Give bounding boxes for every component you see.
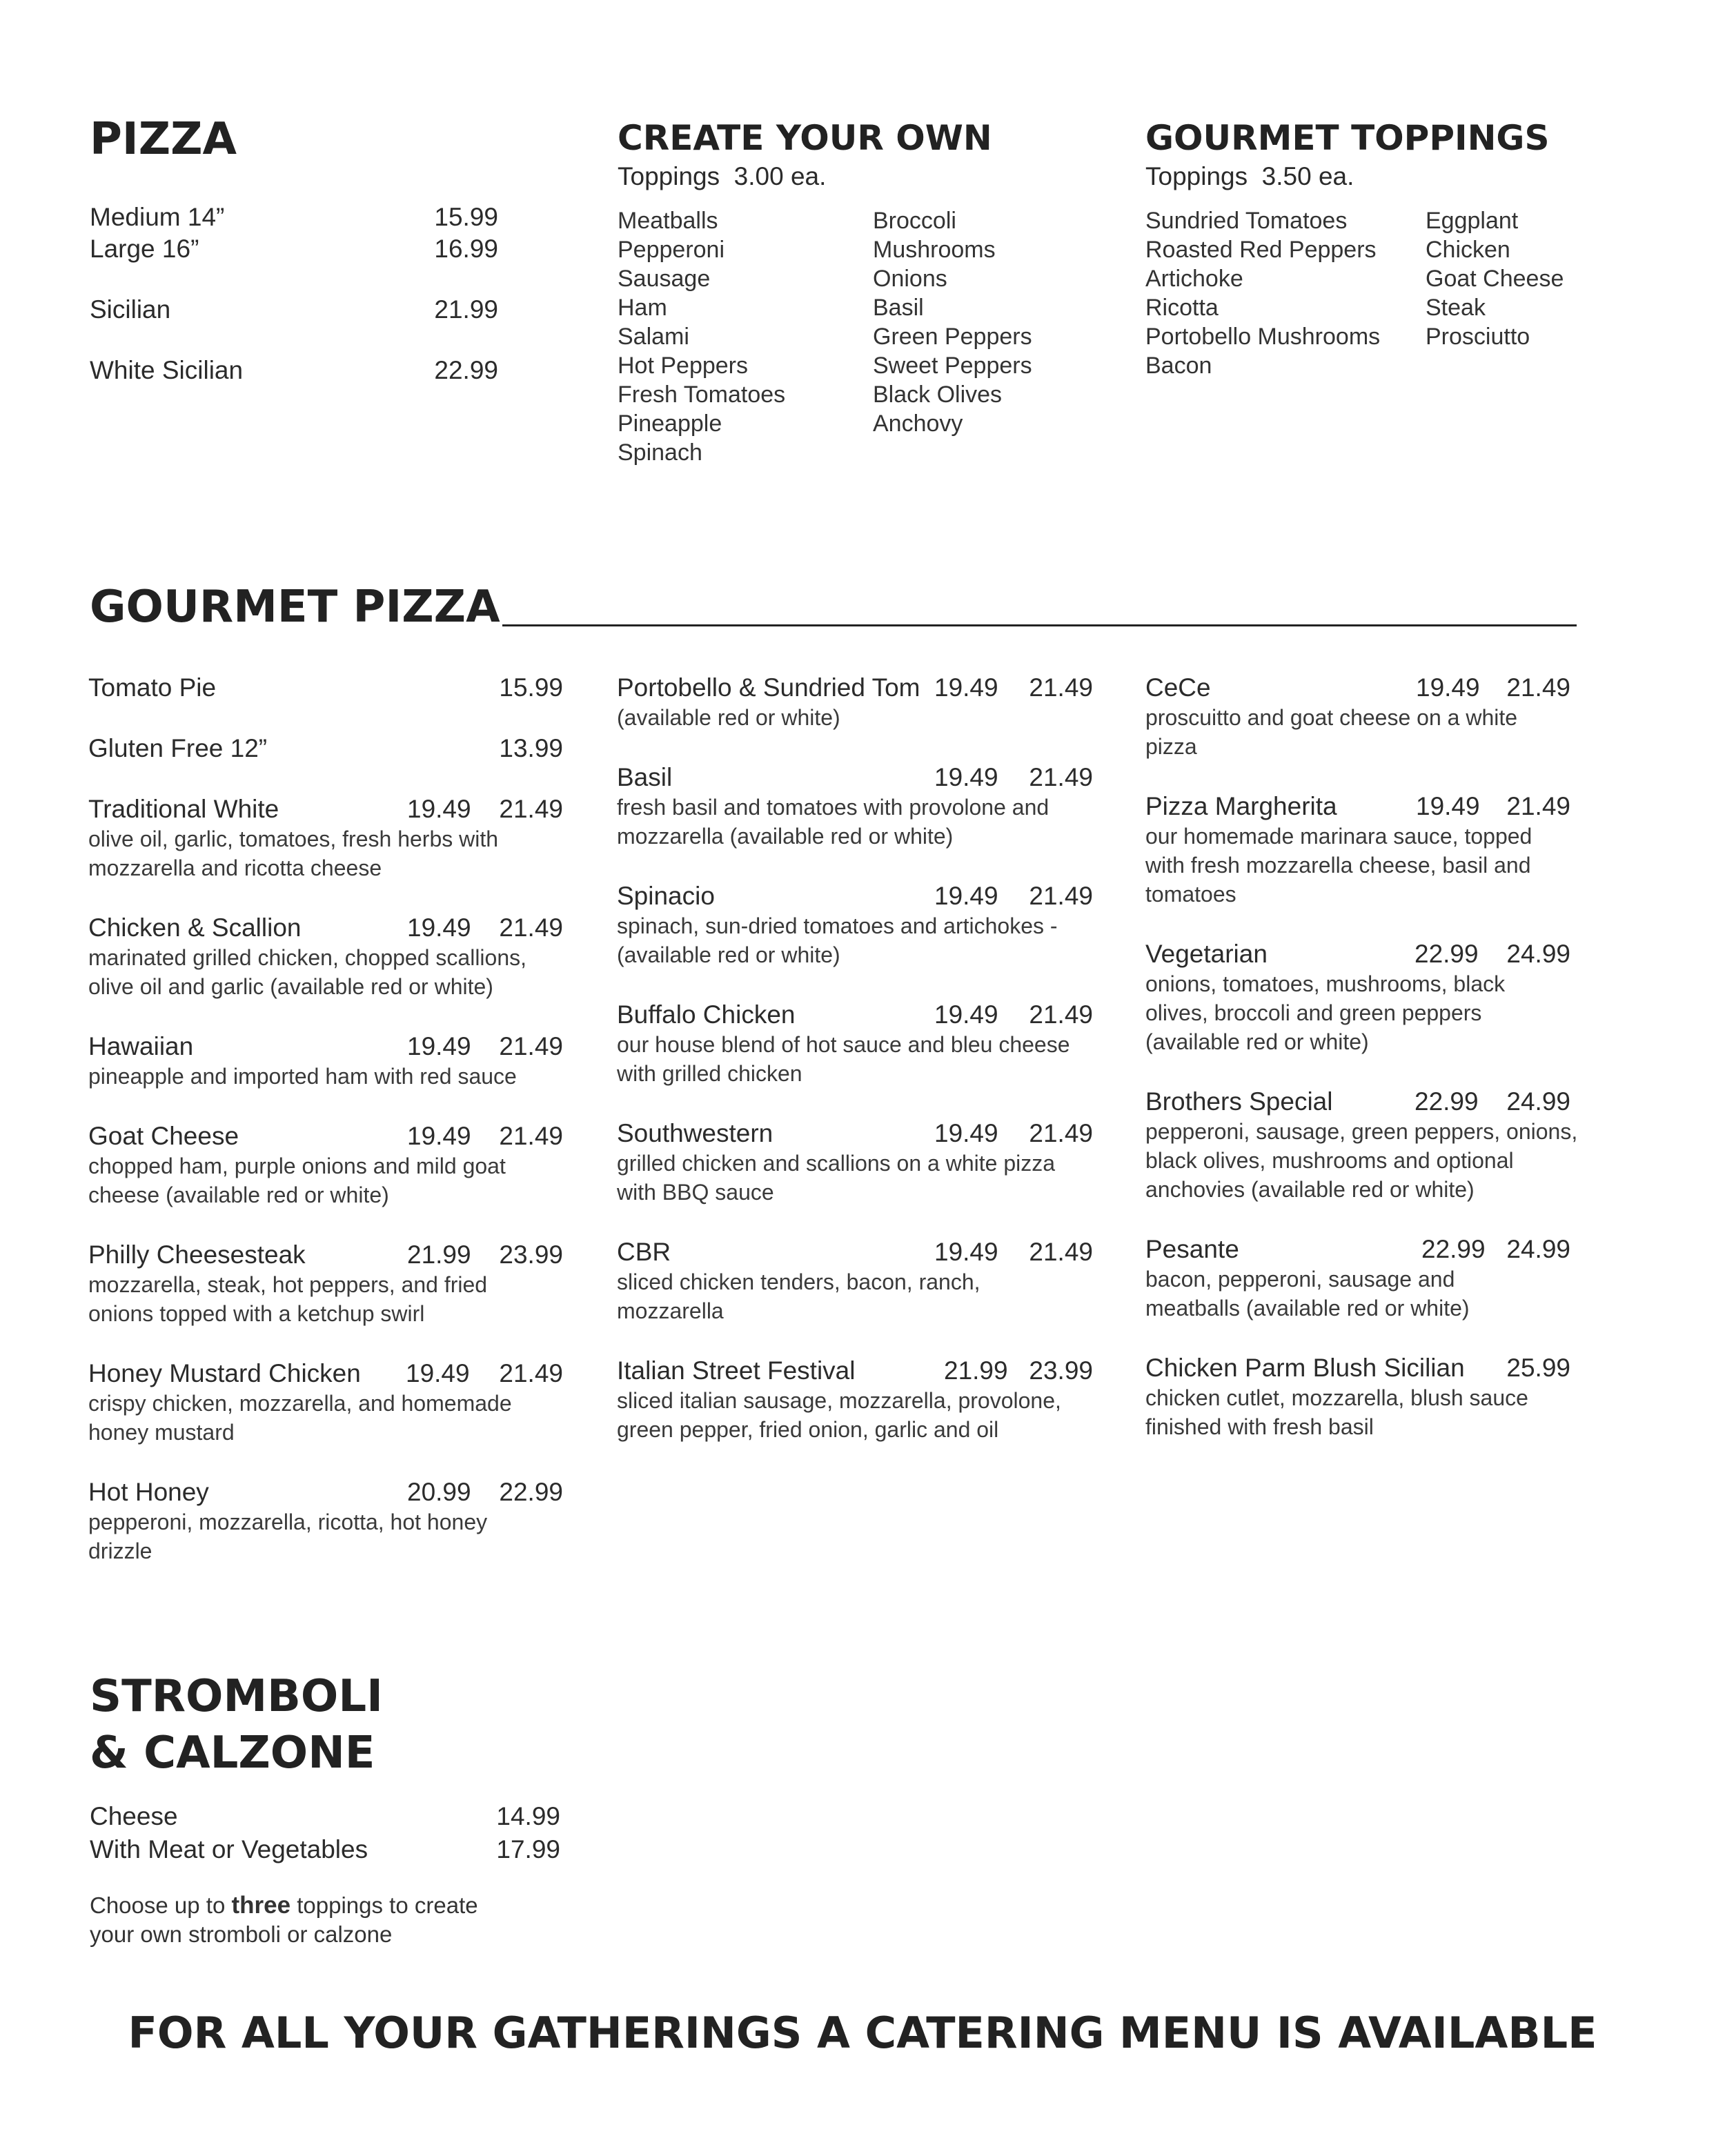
- topping: Mushrooms: [873, 237, 996, 263]
- item-description: chicken cutlet, mozzarella, blush sauce finished with fresh basil: [1145, 1385, 1528, 1439]
- menu-item: [617, 1118, 1093, 1207]
- topping: Steak: [1426, 295, 1486, 321]
- item-price-large: 23.99: [1029, 1356, 1093, 1385]
- menu-item: [88, 1477, 563, 1565]
- item-price-large: 21.49: [499, 795, 563, 823]
- item-description: pepperoni, mozzarella, ricotta, hot honey drizzle: [88, 1510, 488, 1563]
- item-price-small: 19.49: [934, 1238, 998, 1266]
- item-price-large: 21.49: [499, 1359, 563, 1387]
- topping: Onions: [873, 266, 947, 292]
- item-description: mozzarella, steak, hot peppers, and fried onions topped with a ketchup swirl: [88, 1272, 488, 1326]
- menu-item: [88, 733, 563, 764]
- item-price-small: 19.49: [934, 1119, 998, 1147]
- menu-item: [1145, 1353, 1570, 1441]
- item-name: Pesante: [1145, 1235, 1239, 1263]
- item-name: Spinacio: [617, 882, 715, 910]
- topping: Pineapple: [618, 411, 722, 437]
- topping: Hot Peppers: [618, 353, 748, 379]
- item-name: Chicken Parm Blush Sicilian: [1145, 1354, 1465, 1382]
- stromboli-note-start: Choose up to: [90, 1892, 232, 1918]
- item-name: Buffalo Chicken: [617, 1000, 796, 1029]
- item-price-large: 21.49: [1029, 1238, 1093, 1266]
- pizza-item-name: Large 16”: [90, 235, 199, 263]
- stromboli-section: [90, 1671, 560, 1949]
- item-price-large: 21.49: [1029, 763, 1093, 791]
- menu-item: [88, 1240, 563, 1328]
- gourmet-pizza-title: GOURMET PIZZA: [90, 582, 500, 633]
- item-name: Gluten Free 12”: [88, 734, 268, 762]
- item-name: Vegetarian: [1145, 940, 1268, 968]
- item-price-small: 19.49: [406, 1359, 470, 1387]
- item-name: Traditional White: [88, 795, 279, 823]
- item-name: CBR: [617, 1238, 671, 1266]
- pizza-item-price: 15.99: [434, 203, 498, 231]
- item-name: Basil: [617, 763, 673, 791]
- item-price-large: 21.49: [1029, 882, 1093, 910]
- item-name: Tomato Pie: [88, 673, 217, 702]
- topping: Artichoke: [1145, 266, 1243, 292]
- stromboli-item-name: Cheese: [90, 1802, 178, 1830]
- item-description: bacon, pepperoni, sausage and meatballs (available red or white): [1145, 1267, 1470, 1321]
- item-price-small: 22.99: [1421, 1235, 1486, 1263]
- item-price-small: 19.49: [934, 763, 998, 791]
- item-price-small: 19.49: [1416, 792, 1480, 820]
- create-your-own-subtitle: Toppings 3.00 ea.: [618, 162, 827, 190]
- pizza-item-price: 16.99: [434, 235, 498, 263]
- item-price-large: 24.99: [1506, 1087, 1570, 1116]
- item-price-large: 21.49: [1029, 1119, 1093, 1147]
- topping: Bacon: [1145, 353, 1212, 379]
- create-your-own-title: CREATE YOUR OWN: [618, 118, 992, 158]
- item-price: 13.99: [499, 734, 563, 762]
- gourmet-toppings-subtitle: Toppings 3.50 ea.: [1145, 162, 1354, 190]
- menu-item: [1145, 673, 1570, 761]
- topping: Anchovy: [873, 411, 963, 437]
- item-price: 25.99: [1506, 1354, 1570, 1382]
- topping: Sundried Tomatoes: [1145, 208, 1348, 234]
- pizza-title: PIZZA: [90, 114, 237, 165]
- item-description: sliced chicken tenders, bacon, ranch, mozzarella: [617, 1269, 980, 1323]
- menu-item: [617, 1356, 1093, 1444]
- stromboli-note-bold: three: [231, 1892, 291, 1919]
- item-price-large: 24.99: [1506, 1235, 1570, 1263]
- item-name: CeCe: [1145, 673, 1211, 702]
- menu-item: [88, 1031, 563, 1091]
- item-description: pepperoni, sausage, green peppers, onions, black olives, mushrooms and optional anchovies (available red or white): [1145, 1119, 1578, 1202]
- topping: Goat Cheese: [1426, 266, 1564, 292]
- topping: Sausage: [618, 266, 711, 292]
- pizza-item-name: Medium 14”: [90, 203, 225, 231]
- menu-item: [617, 673, 1093, 732]
- topping: Prosciutto: [1426, 324, 1530, 350]
- stromboli-item-price: 14.99: [496, 1802, 560, 1830]
- gourmet-toppings-col2: [1426, 206, 1564, 351]
- pizza-item-price: 21.99: [434, 295, 498, 324]
- pizza-item: [90, 201, 498, 233]
- item-name: Pizza Margherita: [1145, 792, 1337, 820]
- topping: Spinach: [618, 439, 702, 466]
- pizza-section: [90, 114, 498, 387]
- gourmet-pizza-rule: [502, 624, 1577, 626]
- topping: Green Peppers: [873, 324, 1032, 350]
- item-price-large: 21.49: [1029, 1000, 1093, 1029]
- menu-item: [617, 1237, 1093, 1325]
- item-price-small: 19.49: [407, 1122, 471, 1150]
- item-price-small: 19.49: [934, 673, 998, 702]
- stromboli-title-line2: & CALZONE: [90, 1728, 375, 1779]
- item-description: onions, tomatoes, mushrooms, black olives, broccoli and green peppers (available red or white): [1145, 971, 1506, 1054]
- item-description: crispy chicken, mozzarella, and homemade honey mustard: [88, 1391, 512, 1445]
- item-description: (available red or white): [617, 705, 840, 730]
- item-price-large: 23.99: [499, 1240, 563, 1269]
- stromboli-item-price: 17.99: [496, 1835, 560, 1863]
- menu-item: [1145, 1087, 1578, 1204]
- topping: Basil: [873, 295, 924, 321]
- stromboli-title-line1: STROMBOLI: [90, 1671, 383, 1722]
- gourmet-toppings-title: GOURMET TOPPINGS: [1145, 118, 1550, 158]
- topping: Fresh Tomatoes: [618, 382, 786, 408]
- create-toppings-col2: [873, 206, 1032, 438]
- item-price-large: 22.99: [499, 1478, 563, 1506]
- item-price-small: 19.49: [934, 1000, 998, 1029]
- stromboli-item: [90, 1833, 560, 1866]
- topping: Roasted Red Peppers: [1145, 237, 1377, 263]
- pizza-item: [90, 293, 498, 326]
- item-price-small: 21.99: [944, 1356, 1008, 1385]
- stromboli-note-line2: your own stromboli or calzone: [90, 1921, 393, 1947]
- stromboli-note-end: toppings to create: [290, 1892, 478, 1918]
- item-name: Italian Street Festival: [617, 1356, 856, 1385]
- item-price: 15.99: [499, 673, 563, 702]
- item-price-small: 19.49: [407, 795, 471, 823]
- pizza-item-name: Sicilian: [90, 295, 171, 324]
- gourmet-toppings-section: [1145, 118, 1642, 379]
- stromboli-note: [90, 1891, 560, 1949]
- menu-item: [617, 762, 1093, 851]
- item-price-large: 21.49: [1506, 792, 1570, 820]
- item-price-small: 19.49: [407, 913, 471, 942]
- menu-item: [88, 1121, 563, 1209]
- menu-item: [88, 673, 563, 703]
- menu-item: [88, 913, 563, 1001]
- pizza-item: [90, 354, 498, 387]
- menu-item: [88, 794, 563, 882]
- pizza-item: [90, 233, 498, 266]
- item-name: Goat Cheese: [88, 1122, 239, 1150]
- item-price-large: 21.49: [499, 1032, 563, 1060]
- item-description: our homemade marinara sauce, topped with fresh mozzarella cheese, basil and tomatoes: [1145, 824, 1532, 907]
- create-toppings-col1: [618, 206, 785, 467]
- item-description: fresh basil and tomatoes with provolone and mozzarella (available red or white): [617, 795, 1049, 849]
- gourmet-toppings-col1: [1145, 206, 1380, 380]
- create-your-own-section: [618, 118, 1114, 466]
- menu-item: [617, 881, 1093, 969]
- item-price-large: 24.99: [1506, 940, 1570, 968]
- item-description: chopped ham, purple onions and mild goat cheese (available red or white): [88, 1154, 506, 1207]
- item-description: sliced italian sausage, mozzarella, provolone, green pepper, fried onion, garlic and oil: [617, 1388, 1061, 1442]
- item-price-large: 21.49: [1506, 673, 1570, 702]
- stromboli-item: [90, 1800, 560, 1833]
- pizza-item-price: 22.99: [434, 356, 498, 384]
- menu-item: [1145, 939, 1570, 1056]
- item-description: our house blend of hot sauce and bleu cheese with grilled chicken: [617, 1032, 1070, 1086]
- catering-footer: FOR ALL YOUR GATHERINGS A CATERING MENU IS AVAILABLE: [128, 2008, 1597, 2058]
- item-name: Hot Honey: [88, 1478, 209, 1506]
- topping: Sweet Peppers: [873, 353, 1032, 379]
- item-price-large: 21.49: [499, 913, 563, 942]
- item-name: Philly Cheesesteak: [88, 1240, 306, 1269]
- topping: Meatballs: [618, 208, 718, 234]
- menu-item: [88, 1358, 563, 1447]
- item-name: Southwestern: [617, 1119, 773, 1147]
- item-description: marinated grilled chicken, chopped scallions, olive oil and garlic (available red or white): [88, 945, 527, 999]
- item-price-small: 19.49: [1416, 673, 1480, 702]
- item-price-small: 22.99: [1414, 1087, 1479, 1116]
- item-price-small: 19.49: [934, 882, 998, 910]
- topping: Pepperoni: [618, 237, 725, 263]
- item-price-small: 19.49: [407, 1032, 471, 1060]
- topping: Ricotta: [1145, 295, 1219, 321]
- stromboli-item-name: With Meat or Vegetables: [90, 1835, 368, 1863]
- topping: Broccoli: [873, 208, 956, 234]
- item-description: pineapple and imported ham with red sauce: [88, 1064, 517, 1089]
- item-name: Hawaiian: [88, 1032, 194, 1060]
- menu-item: [1145, 1234, 1570, 1323]
- topping: Eggplant: [1426, 208, 1519, 234]
- item-price-small: 20.99: [407, 1478, 471, 1506]
- topping: Ham: [618, 295, 667, 321]
- item-name: Chicken & Scallion: [88, 913, 302, 942]
- item-description: grilled chicken and scallions on a white pizza with BBQ sauce: [617, 1151, 1056, 1205]
- menu-item: [617, 1000, 1093, 1088]
- topping: Chicken: [1426, 237, 1510, 263]
- item-description: proscuitto and goat cheese on a white pizza: [1145, 705, 1518, 759]
- item-price-large: 21.49: [499, 1122, 563, 1150]
- item-description: olive oil, garlic, tomatoes, fresh herbs with mozzarella and ricotta cheese: [88, 827, 499, 880]
- item-price-small: 22.99: [1414, 940, 1479, 968]
- pizza-item-name: White Sicilian: [90, 356, 244, 384]
- item-price-small: 21.99: [407, 1240, 471, 1269]
- item-price-large: 21.49: [1029, 673, 1093, 702]
- menu-item: [1145, 791, 1570, 909]
- topping: Black Olives: [873, 382, 1003, 408]
- item-name: Brothers Special: [1145, 1087, 1333, 1116]
- item-name: Honey Mustard Chicken: [88, 1359, 361, 1387]
- item-name: Portobello & Sundried Tom: [617, 673, 920, 702]
- topping: Portobello Mushrooms: [1145, 324, 1381, 350]
- topping: Salami: [618, 324, 689, 350]
- item-description: spinach, sun-dried tomatoes and artichokes - (available red or white): [617, 913, 1058, 967]
